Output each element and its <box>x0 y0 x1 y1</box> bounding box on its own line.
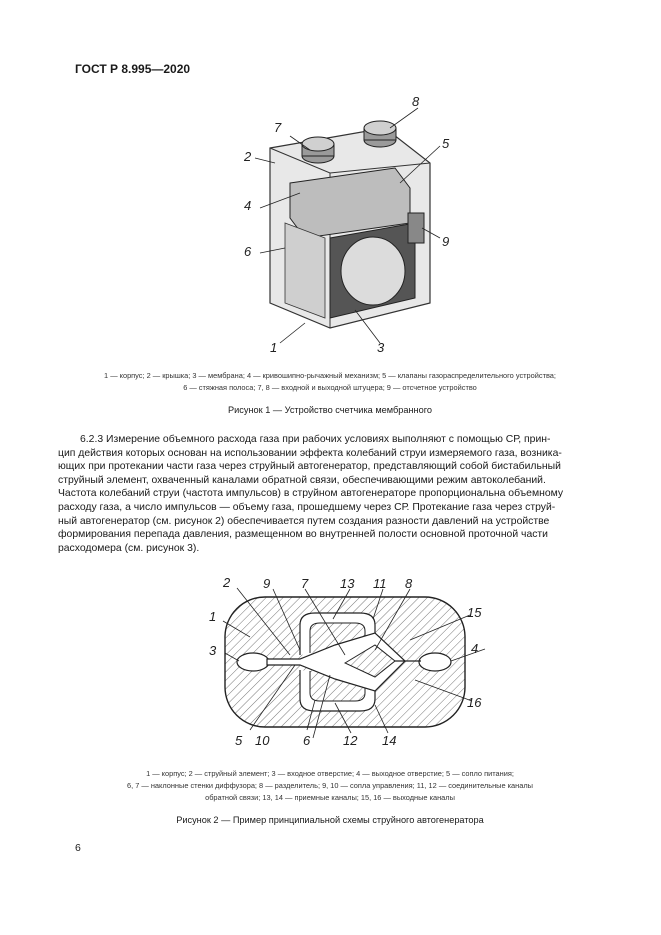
fig2-label-12: 12 <box>343 733 358 748</box>
fig1-label-6: 6 <box>244 244 252 259</box>
section-6-2-3-paragraph <box>58 433 610 555</box>
fig2-label-9: 9 <box>263 576 271 591</box>
figure-2-legend-line: 1 — корпус; 2 — струйный элемент; 3 — входное отверстие; 4 — выходное отверстие; 5 — сопло питания; <box>146 769 514 778</box>
paragraph-line: цип действия которых основан на использовании эффекта колебаний струи измеряемого газа, возника- <box>58 447 562 459</box>
document-header: ГОСТ Р 8.995—2020 <box>75 62 191 76</box>
figure-1-legend-line: 1 — корпус; 2 — крышка; 3 — мембрана; 4 — кривошипно-рычажный механизм; 5 — клапаны газораспределительного устройства; <box>104 371 556 380</box>
fig1-label-7: 7 <box>274 120 282 135</box>
figure-2-caption: Рисунок 2 — Пример принципиальной схемы струйного автогенератора <box>176 815 484 825</box>
paragraph-line: расходу газа, а число импульсов — объему газа, прошедшему через СР. Протекание газа через струй- <box>58 501 556 513</box>
fig2-label-3: 3 <box>209 643 217 658</box>
figure-1-legend-line: 6 — стяжная полоса; 7, 8 — входной и выходной штуцера; 9 — отсчетное устройство <box>183 383 477 392</box>
paragraph-line: формирования перепада давления, размещенном во внутренней полости основной проточной части <box>58 529 548 541</box>
fig2-label-1: 1 <box>209 609 217 624</box>
fig2-label-15: 15 <box>467 605 482 620</box>
fig1-label-5: 5 <box>442 136 450 151</box>
paragraph-line: ный автогенератор (см. рисунок 2) обеспечивается путем создания разности давлений на устройстве <box>58 515 550 527</box>
fig2-label-14: 14 <box>382 733 397 748</box>
fig1-label-8: 8 <box>412 94 420 109</box>
fig2-label-5: 5 <box>235 733 243 748</box>
fig1-label-2: 2 <box>244 149 252 164</box>
fig2-label-16: 16 <box>467 695 482 710</box>
paragraph-line: Частота колебаний струи (частота импульсов) в струйном автогенераторе пропорциональна объемному <box>58 488 564 500</box>
fig2-label-10: 10 <box>255 733 270 748</box>
fig1-label-9: 9 <box>442 234 450 249</box>
fig2-label-11: 11 <box>373 576 387 591</box>
paragraph-line: расходомера (см. рисунок 3). <box>58 542 200 554</box>
figure-2-legend-line: 6, 7 — наклонные стенки диффузора; 8 — разделитель; 9, 10 — сопла управления; 11, 12 — соединительные каналы <box>127 781 533 790</box>
paragraph-line: струйный элемент, охваченный каналами обратной связи, обеспечивающими режим автоколебаний. <box>58 474 546 486</box>
fig2-label-7: 7 <box>301 576 309 591</box>
fig2-label-6: 6 <box>303 733 311 748</box>
figure-1-illustration <box>230 88 460 363</box>
paragraph-line: ющих при протекании части газа через струйный автогенератор, представляющий собой бистабильный <box>58 461 561 473</box>
fig1-label-1: 1 <box>270 340 278 355</box>
figure-1-legend <box>40 370 620 394</box>
fig2-label-8: 8 <box>405 576 413 591</box>
fig2-label-13: 13 <box>340 576 355 591</box>
fig2-label-4: 4 <box>471 641 479 656</box>
fig2-label-2: 2 <box>223 575 231 590</box>
fig1-label-3: 3 <box>377 340 385 355</box>
figure-2-legend-line: обратной связи; 13, 14 — приемные каналы; 15, 16 — выходные каналы <box>205 793 455 802</box>
figure-2-schematic <box>195 575 495 750</box>
page-number: 6 <box>75 842 81 854</box>
paragraph-line: 6.2.3 Измерение объемного расхода газа при рабочих условиях выполняют с помощью СР, прин- <box>80 434 551 445</box>
fig1-label-4: 4 <box>244 198 252 213</box>
figure-1-caption: Рисунок 1 — Устройство счетчика мембранного <box>228 405 432 415</box>
figure-2-legend <box>40 768 620 804</box>
